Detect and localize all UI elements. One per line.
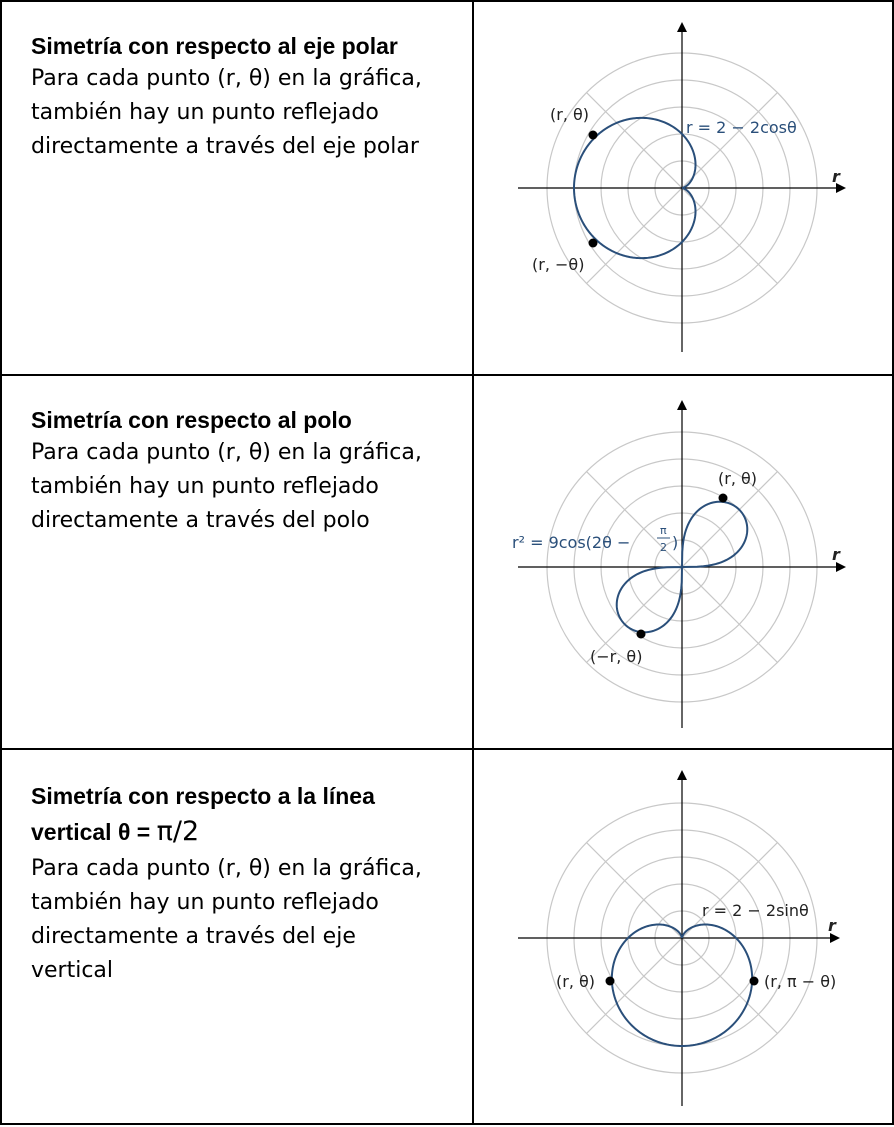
graph-cell <box>472 374 894 750</box>
title-pi: π/2 <box>156 816 200 847</box>
svg-text:2: 2 <box>660 541 667 554</box>
point-neg-r-theta <box>637 630 646 639</box>
vertical-axis-arrow <box>677 22 687 32</box>
point-label-r-pi-minus-theta: (r, π − θ) <box>764 972 837 991</box>
body-line: Para cada punto (r, θ) en la gráfica, <box>31 66 422 91</box>
row-polar-axis <box>0 0 894 376</box>
axis-label-r: r <box>832 167 840 186</box>
equation-label: r = 2 − 2sinθ <box>702 901 809 920</box>
description-cell <box>0 0 474 376</box>
point-r-theta <box>606 977 615 986</box>
point-label-r-theta: (r, θ) <box>718 469 758 488</box>
svg-text:r² = 9cos(2θ −: r² = 9cos(2θ − <box>512 533 631 552</box>
point-r-theta <box>589 131 598 140</box>
body-line: también hay un punto reflejado <box>31 890 379 915</box>
svg-text:π: π <box>660 524 667 537</box>
row-title-line2 <box>31 812 452 852</box>
description-cell <box>0 748 474 1125</box>
body-line: directamente a través del eje polar <box>31 134 419 159</box>
vertical-axis-arrow <box>677 400 687 410</box>
body-line: directamente a través del polo <box>31 508 370 533</box>
polar-graph-1 <box>474 2 894 378</box>
body-line: también hay un punto reflejado <box>31 474 379 499</box>
row-vertical-line <box>0 748 894 1125</box>
title-part2: vertical θ = <box>31 819 157 845</box>
row-title: Simetría con respecto al eje polar <box>31 33 398 59</box>
description-cell <box>0 374 474 750</box>
axis-label-r: r <box>828 916 836 935</box>
point-label-neg-r-theta: (−r, θ) <box>590 647 643 666</box>
body-line: directamente a través del eje <box>31 924 356 949</box>
row-title: Simetría con respecto al polo <box>31 407 352 433</box>
point-label-r-theta: (r, θ) <box>550 105 590 124</box>
graph-cell <box>472 748 894 1125</box>
body-line: Para cada punto (r, θ) en la gráfica, <box>31 856 422 881</box>
body-line: también hay un punto reflejado <box>31 100 379 125</box>
row-pole <box>0 374 894 750</box>
axis-label-r: r <box>832 545 840 564</box>
svg-text:): ) <box>672 533 679 552</box>
point-r-neg-theta <box>589 239 598 248</box>
axes <box>518 770 840 1106</box>
point-label-r-neg-theta: (r, −θ) <box>532 255 585 274</box>
row-title: Simetría con respecto a la línea <box>31 783 375 809</box>
polar-graph-2 <box>474 376 894 752</box>
graph-cell <box>472 0 894 376</box>
point-label-r-theta: (r, θ) <box>556 972 596 991</box>
polar-graph-3 <box>474 750 894 1127</box>
body-line: vertical <box>31 958 114 983</box>
point-r-theta <box>719 494 728 503</box>
point-r-pi-minus-theta <box>750 977 759 986</box>
vertical-axis-arrow <box>677 770 687 780</box>
body-line: Para cada punto (r, θ) en la gráfica, <box>31 440 422 465</box>
equation-label: r = 2 − 2cosθ <box>686 118 797 137</box>
